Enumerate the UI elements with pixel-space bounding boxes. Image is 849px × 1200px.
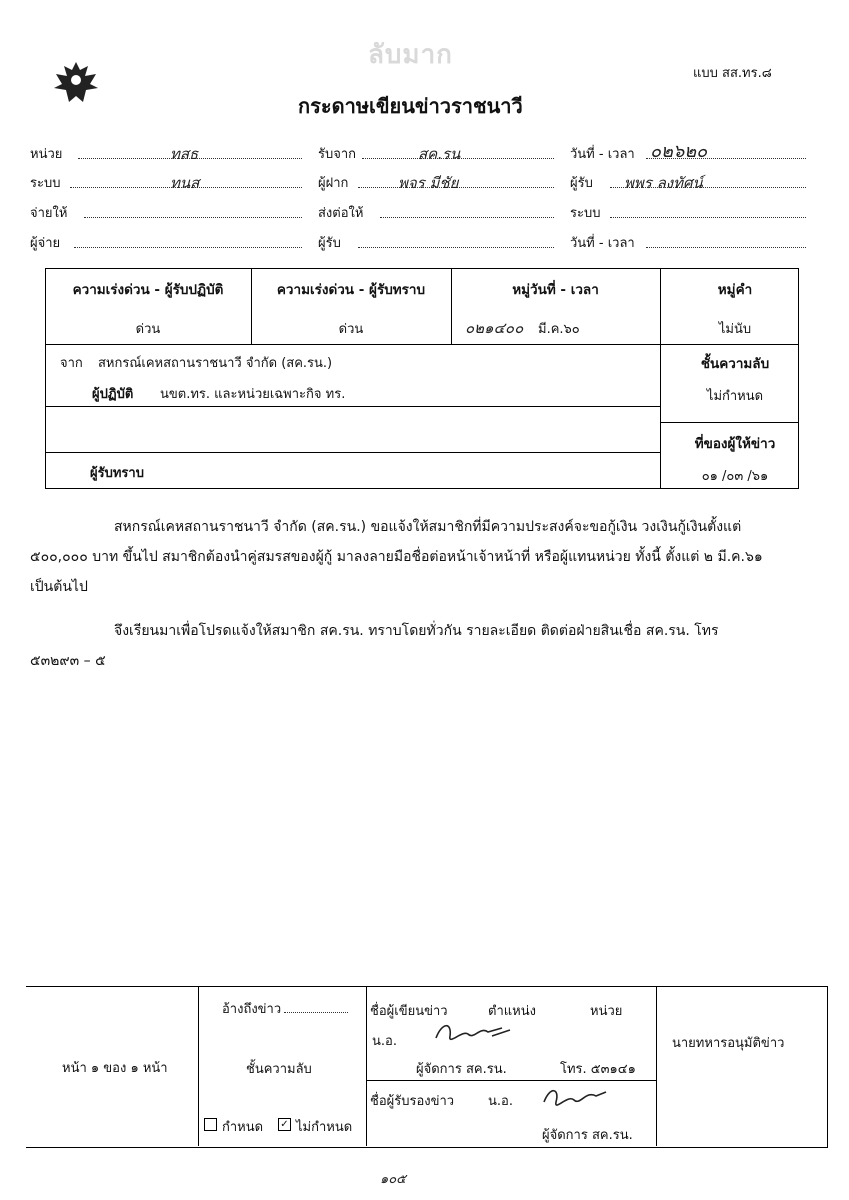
sender-field[interactable] xyxy=(358,171,554,192)
urgency-action-value: ด่วน xyxy=(135,322,161,337)
system-value: ทนส xyxy=(170,174,200,192)
info-label: ผู้รับทราบ xyxy=(90,466,144,481)
forward-to-label: ส่งต่อให้ xyxy=(318,206,364,221)
system-field[interactable] xyxy=(70,171,302,192)
message-body xyxy=(30,512,770,676)
system-label: ระบบ xyxy=(30,176,61,191)
body-paragraph-1: สหกรณ์เคหสถานราชนาวี จำกัด (สค.รน.) ขอแจ้งให้สมาชิกที่มีความประสงค์จะขอกู้เงิน วงเงินกู้เงินตั้งแต่ ๕๐๐,๐๐๐ บาท ขึ้นไป สมาชิกต้องนำคู่สมรสของผู้กู้ มาลงลายมือชื่อต่อหน้าเจ้าหน้าที่ หรือผู้แทนหน่วย ทั้งนี้ ตั้งแต่ ๒ มี.ค.๖๑ เป็นต้นไป xyxy=(30,519,763,595)
writer-position: ผู้จัดการ สค.รน. xyxy=(416,1062,507,1077)
system2-field[interactable] xyxy=(610,201,806,218)
chk-undefined-label: ไม่กำหนด xyxy=(296,1120,353,1135)
recipient-label: ผู้รับ xyxy=(570,176,593,191)
received-from-label: รับจาก xyxy=(318,147,357,162)
sender-ref-label: ที่ของผู้ให้ข่าว xyxy=(694,436,776,452)
writer-phone: โทร. ๕๓๑๔๑ xyxy=(560,1062,636,1077)
footer-classification-label: ชั้นความลับ xyxy=(246,1062,312,1077)
sender-label: ผู้ฝาก xyxy=(318,176,349,191)
chk-defined[interactable] xyxy=(204,1118,217,1131)
recipient2-field[interactable] xyxy=(358,231,554,248)
unit-label: หน่วย xyxy=(30,147,63,162)
date-time-label: วันที่ - เวลา xyxy=(570,147,635,162)
dtg-handwritten: ๐๒๑๔๐๐ xyxy=(465,319,524,337)
col-header-dtg: หมู่วันที่ - เวลา xyxy=(512,282,599,298)
certifier-label: ชื่อผู้รับรองข่าว xyxy=(370,1094,455,1109)
writer-signature xyxy=(432,1018,522,1048)
classification-label: ชั้นความลับ xyxy=(700,356,770,372)
classification-value: ไม่กำหนด xyxy=(706,389,764,404)
system2-label: ระบบ xyxy=(570,206,601,221)
writer-name-label: ชื่อผู้เขียนข่าว xyxy=(370,1004,448,1019)
classification-stamp: ลับมาก xyxy=(368,40,453,70)
payer-label: ผู้จ่าย xyxy=(30,236,61,251)
forward-to-field[interactable] xyxy=(380,201,554,218)
pay-to-field[interactable] xyxy=(84,201,302,218)
certifier-signature xyxy=(540,1084,610,1114)
recipient2-label: ผู้รับ xyxy=(318,236,341,251)
col-header-urgency-info: ความเร่งด่วน - ผู้รับทราบ xyxy=(276,282,426,298)
position-label: ตำแหน่ง xyxy=(488,1004,536,1019)
bottom-note: ๑๐๕ xyxy=(380,1172,407,1187)
unit-field[interactable] xyxy=(78,142,302,163)
dtg-month: มี.ค.๖๐ xyxy=(538,322,580,337)
certifier-position: ผู้จัดการ สค.รน. xyxy=(542,1128,633,1143)
date-time-field[interactable] xyxy=(646,141,806,162)
sender-ref-value: ๐๑ /๐๓ /๖๑ xyxy=(701,469,769,484)
word-group-value: ไม่นับ xyxy=(718,322,752,337)
col-header-urgency-action: ความเร่งด่วน - ผู้รับปฏิบัติ xyxy=(72,282,224,298)
payer-field[interactable] xyxy=(74,231,302,248)
received-from-value: สค.รน xyxy=(418,145,461,163)
ref-field[interactable] xyxy=(284,998,348,1013)
recipient-value: พพร ลงทัศน์ xyxy=(624,174,703,192)
garuda-emblem xyxy=(50,58,102,108)
body-paragraph-2: จึงเรียนมาเพื่อโปรดแจ้งให้สมาชิก สค.รน. ทราบโดยทั่วกัน รายละเอียด ติดต่อฝ่ายสินเชื่อ สค.รน. โทร ๕๓๒๙๓ – ๕ xyxy=(30,623,719,669)
approver-label: นายทหารอนุมัติข่าว xyxy=(672,1036,785,1051)
date-time2-label: วันที่ - เวลา xyxy=(570,236,635,251)
pay-to-label: จ่ายให้ xyxy=(30,206,68,221)
chk-undefined[interactable]: ✓ xyxy=(278,1118,291,1131)
form-title: กระดาษเขียนข่าวราชนาวี xyxy=(298,94,523,118)
footer-unit-label: หน่วย xyxy=(590,1004,623,1019)
action-value: นขต.ทร. และหน่วยเฉพาะกิจ ทร. xyxy=(160,387,346,402)
col-header-word-group: หมู่คำ xyxy=(717,282,753,298)
from-label: จาก xyxy=(60,356,83,371)
from-value: สหกรณ์เคหสถานราชนาวี จำกัด (สค.รน.) xyxy=(98,356,333,371)
form-code: แบบ สส.ทร.๘ xyxy=(693,66,772,81)
action-label: ผู้ปฏิบัติ xyxy=(92,387,134,402)
date-time2-field[interactable] xyxy=(646,231,806,248)
sender-value: พจร มีชัย xyxy=(398,174,459,192)
received-from-field[interactable] xyxy=(362,142,554,163)
chk-defined-label: กำหนด xyxy=(222,1120,264,1135)
unit-value: ทสธ xyxy=(170,145,199,163)
recipient-field[interactable] xyxy=(610,171,806,192)
writer-rank: น.อ. xyxy=(372,1034,397,1049)
urgency-info-value: ด่วน xyxy=(338,322,364,337)
date-time-value: ๐๒๖๒๐ xyxy=(650,141,708,162)
message-table xyxy=(45,268,799,489)
certifier-rank: น.อ. xyxy=(488,1094,513,1109)
page-number: หน้า ๑ ของ ๑ หน้า xyxy=(62,1061,168,1076)
ref-label: อ้างถึงข่าว xyxy=(222,1002,282,1017)
